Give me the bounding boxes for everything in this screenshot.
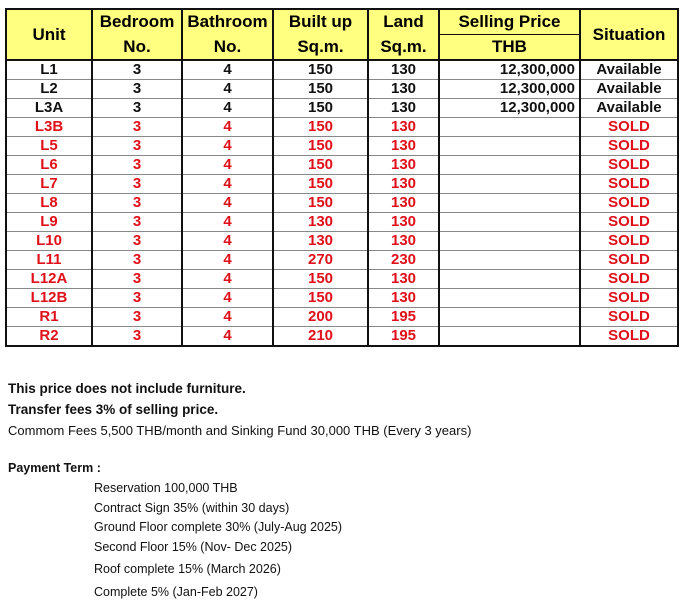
table-row: [6, 194, 678, 213]
cell-bedroom: 3: [92, 80, 182, 99]
cell-situation: SOLD: [580, 194, 678, 213]
cell-situation: SOLD: [580, 289, 678, 308]
cell-unit: L5: [6, 137, 92, 156]
payment-term-title: Payment Term :: [8, 461, 101, 475]
cell-situation: SOLD: [580, 175, 678, 194]
cell-unit: L6: [6, 156, 92, 175]
cell-land: 130: [368, 270, 439, 289]
cell-situation: Available: [580, 99, 678, 118]
cell-builtup: 210: [273, 327, 368, 347]
cell-situation: SOLD: [580, 251, 678, 270]
cell-bathroom: 4: [182, 60, 273, 80]
cell-situation: Available: [580, 80, 678, 99]
cell-selling-price: [439, 289, 580, 308]
header-bedroom: Bedroom: [92, 9, 182, 35]
payment-term-item: Second Floor 15% (Nov- Dec 2025): [94, 539, 293, 554]
cell-situation: SOLD: [580, 137, 678, 156]
cell-situation: SOLD: [580, 308, 678, 327]
cell-land: 130: [368, 80, 439, 99]
cell-land: 130: [368, 156, 439, 175]
cell-bathroom: 4: [182, 80, 273, 99]
cell-builtup: 150: [273, 80, 368, 99]
cell-land: 130: [368, 232, 439, 251]
cell-bedroom: 3: [92, 60, 182, 80]
table-row: [6, 60, 678, 80]
cell-bedroom: 3: [92, 289, 182, 308]
cell-unit: L11: [6, 251, 92, 270]
cell-bathroom: 4: [182, 327, 273, 347]
cell-builtup: 200: [273, 308, 368, 327]
cell-land: 230: [368, 251, 439, 270]
cell-unit: L2: [6, 80, 92, 99]
payment-terms: [8, 461, 343, 599]
cell-bathroom: 4: [182, 175, 273, 194]
cell-situation: Available: [580, 60, 678, 80]
cell-unit: L3B: [6, 118, 92, 137]
cell-land: 130: [368, 99, 439, 118]
cell-builtup: 150: [273, 270, 368, 289]
cell-selling-price: [439, 137, 580, 156]
cell-bedroom: 3: [92, 156, 182, 175]
cell-selling-price: [439, 118, 580, 137]
cell-unit: L10: [6, 232, 92, 251]
cell-land: 130: [368, 213, 439, 232]
payment-term-item: Ground Floor complete 30% (July-Aug 2025): [94, 520, 343, 534]
header-bathroom: Bathroom: [182, 9, 273, 35]
table-row: [6, 80, 678, 99]
cell-builtup: 150: [273, 194, 368, 213]
cell-bedroom: 3: [92, 194, 182, 213]
cell-bathroom: 4: [182, 308, 273, 327]
cell-builtup: 150: [273, 137, 368, 156]
cell-bathroom: 4: [182, 118, 273, 137]
cell-unit: R2: [6, 327, 92, 347]
header-builtup: Built up: [273, 9, 368, 35]
header-row-top: [6, 9, 678, 35]
transfer-fee-note: Transfer fees 3% of selling price.: [8, 402, 219, 417]
cell-land: 130: [368, 289, 439, 308]
cell-unit: L12A: [6, 270, 92, 289]
payment-term-list: [94, 479, 414, 602]
units-table: [5, 8, 679, 347]
cell-bedroom: 3: [92, 175, 182, 194]
cell-land: 130: [368, 194, 439, 213]
cell-builtup: 150: [273, 99, 368, 118]
furniture-note: This price does not include furniture.: [8, 381, 246, 396]
payment-term-item: Roof complete 15% (March 2026): [94, 562, 281, 576]
header-situation: Situation: [580, 9, 678, 60]
cell-land: 130: [368, 175, 439, 194]
table-row: [6, 289, 678, 308]
table-row: [6, 137, 678, 156]
cell-land: 130: [368, 137, 439, 156]
cell-bathroom: 4: [182, 194, 273, 213]
cell-bathroom: 4: [182, 156, 273, 175]
cell-bathroom: 4: [182, 99, 273, 118]
cell-situation: SOLD: [580, 156, 678, 175]
cell-bathroom: 4: [182, 213, 273, 232]
payment-term-item: Reservation 100,000 THB: [94, 481, 238, 495]
cell-land: 195: [368, 327, 439, 347]
cell-bathroom: 4: [182, 232, 273, 251]
header-bathroom-unit: No.: [182, 35, 273, 61]
cell-builtup: 150: [273, 289, 368, 308]
cell-unit: L7: [6, 175, 92, 194]
cell-situation: SOLD: [580, 327, 678, 347]
cell-builtup: 130: [273, 232, 368, 251]
units-table-body: [6, 60, 678, 346]
table-row: [6, 232, 678, 251]
cell-selling-price: 12,300,000: [439, 99, 580, 118]
table-row: [6, 270, 678, 289]
cell-builtup: 150: [273, 118, 368, 137]
cell-selling-price: [439, 194, 580, 213]
cell-bathroom: 4: [182, 270, 273, 289]
cell-selling-price: [439, 327, 580, 347]
header-builtup-unit: Sq.m.: [273, 35, 368, 61]
cell-bathroom: 4: [182, 289, 273, 308]
cell-bedroom: 3: [92, 308, 182, 327]
cell-situation: SOLD: [580, 270, 678, 289]
table-row: [6, 99, 678, 118]
header-row-bottom: [6, 35, 678, 61]
cell-bedroom: 3: [92, 327, 182, 347]
table-row: [6, 175, 678, 194]
header-unit: Unit: [6, 9, 92, 60]
common-fees-note: Commom Fees 5,500 THB/month and Sinking Fund 30,000 THB (Every 3 years): [8, 423, 472, 438]
cell-situation: SOLD: [580, 232, 678, 251]
payment-term-item: Complete 5% (Jan-Feb 2027): [94, 584, 258, 599]
cell-land: 130: [368, 118, 439, 137]
cell-bathroom: 4: [182, 251, 273, 270]
cell-bathroom: 4: [182, 137, 273, 156]
cell-unit: L1: [6, 60, 92, 80]
table-row: [6, 327, 678, 347]
cell-situation: SOLD: [580, 213, 678, 232]
cell-bedroom: 3: [92, 232, 182, 251]
table-row: [6, 118, 678, 137]
header-selling-price: Selling Price: [439, 9, 580, 35]
cell-unit: R1: [6, 308, 92, 327]
cell-unit: L8: [6, 194, 92, 213]
cell-selling-price: [439, 232, 580, 251]
cell-land: 130: [368, 60, 439, 80]
cell-bedroom: 3: [92, 137, 182, 156]
cell-unit: L9: [6, 213, 92, 232]
price-notes: [8, 378, 471, 442]
cell-situation: SOLD: [580, 118, 678, 137]
cell-selling-price: 12,300,000: [439, 80, 580, 99]
payment-term-item: Contract Sign 35% (within 30 days): [94, 500, 290, 515]
cell-bedroom: 3: [92, 251, 182, 270]
cell-bedroom: 3: [92, 99, 182, 118]
unit-price-sheet: [5, 8, 682, 347]
table-row: [6, 251, 678, 270]
table-row: [6, 308, 678, 327]
cell-builtup: 150: [273, 156, 368, 175]
header-price-currency: THB: [439, 35, 580, 61]
cell-bedroom: 3: [92, 118, 182, 137]
table-row: [6, 156, 678, 175]
cell-builtup: 150: [273, 175, 368, 194]
cell-builtup: 270: [273, 251, 368, 270]
cell-selling-price: [439, 156, 580, 175]
cell-selling-price: 12,300,000: [439, 60, 580, 80]
cell-builtup: 150: [273, 60, 368, 80]
cell-builtup: 130: [273, 213, 368, 232]
cell-unit: L12B: [6, 289, 92, 308]
cell-unit: L3A: [6, 99, 92, 118]
cell-selling-price: [439, 251, 580, 270]
cell-bedroom: 3: [92, 270, 182, 289]
header-bedroom-unit: No.: [92, 35, 182, 61]
cell-land: 195: [368, 308, 439, 327]
cell-selling-price: [439, 213, 580, 232]
header-land-unit: Sq.m.: [368, 35, 439, 61]
table-row: [6, 213, 678, 232]
cell-selling-price: [439, 308, 580, 327]
cell-bedroom: 3: [92, 213, 182, 232]
header-land: Land: [368, 9, 439, 35]
cell-selling-price: [439, 270, 580, 289]
cell-selling-price: [439, 175, 580, 194]
